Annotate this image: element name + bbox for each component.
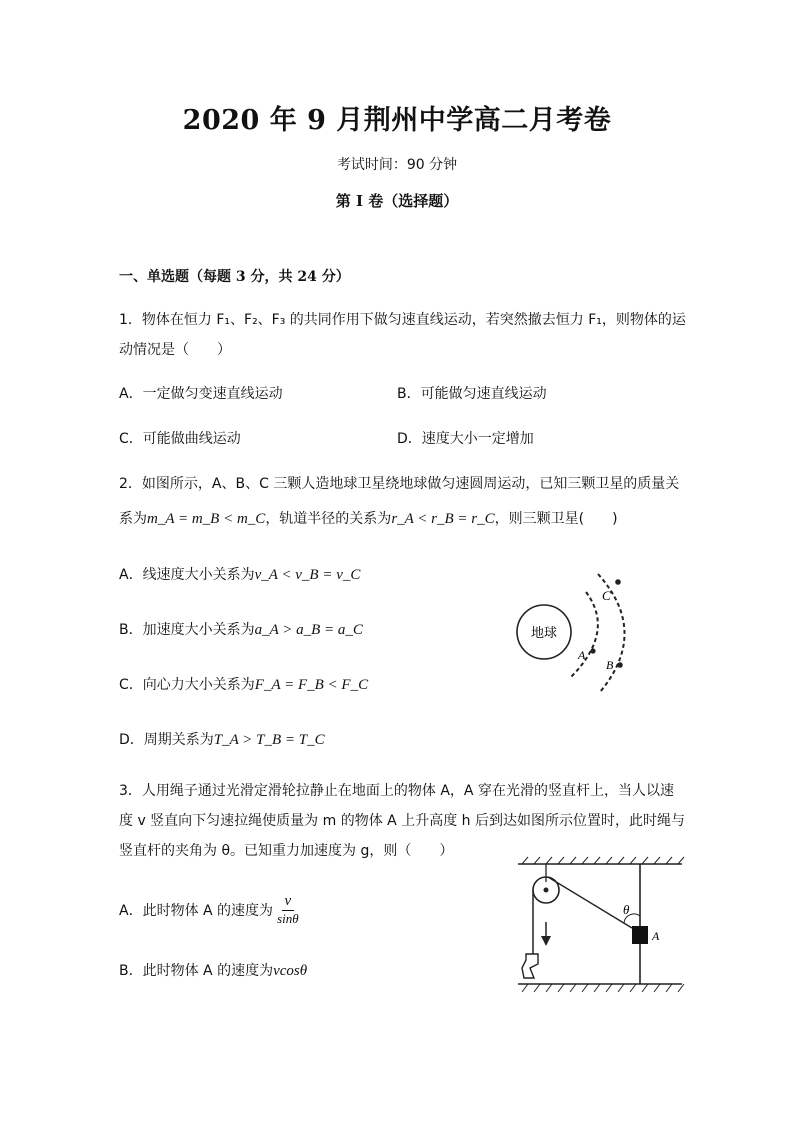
q2-option-d-math: T_A > T_B = T_C — [213, 732, 325, 748]
q1-option-c: C．可能做曲线运动 — [119, 431, 241, 447]
q2-stem-line1: 2．如图所示，A、B、C 三颗人造地球卫星绕地球做匀速圆周运动，已知三颗卫星的质量关 — [119, 476, 680, 492]
q2-stem-line2-post: ，则三颗卫星( ) — [494, 511, 618, 527]
earth-label: 地球 — [530, 626, 558, 641]
satellite-a-dot — [590, 648, 595, 653]
inner-orbit-arc — [570, 592, 598, 678]
pulley-axle — [544, 888, 549, 893]
q2-option-b-math: a_A > a_B = a_C — [254, 622, 363, 638]
satellite-b-label: B — [606, 658, 614, 672]
satellite-c-label: C — [602, 588, 611, 603]
q3-option-a-text: A．此时物体 A 的速度为 — [119, 903, 274, 919]
block-a-label: A — [652, 929, 660, 943]
q3-stem-line2: 度 v 竖直向下匀速拉绳使质量为 m 的物体 A 上升高度 h 后到达如图所示位置时，此时绳与 — [119, 813, 685, 829]
q2-option-a-math: v_A < v_B = v_C — [254, 567, 361, 583]
q3-option-a-fraction — [277, 893, 299, 927]
q2-option-d-text: D．周期关系为 — [119, 732, 214, 748]
volume-heading: 第 I 卷（选择题） — [335, 192, 459, 210]
q1-stem-line1: 1．物体在恒力 F₁、F₂、F₃ 的共同作用下做匀速直线运动，若突然撤去恒力 F₁，则物体的运 — [119, 312, 686, 328]
satellite-c-dot — [615, 579, 621, 585]
q1-stem-line2: 动情况是（ ） — [119, 342, 231, 358]
q1-option-a: A．一定做匀变速直线运动 — [119, 386, 283, 402]
ground-hatching — [522, 984, 684, 992]
q2-option-d — [119, 729, 325, 749]
q2-option-c — [119, 674, 368, 694]
q2-option-a-text: A．线速度大小关系为 — [119, 567, 255, 583]
velocity-arrow-icon — [541, 936, 551, 946]
q3-fraction-denominator: sinθ — [277, 911, 299, 926]
q3-option-b — [119, 960, 307, 980]
q2-radius-relation: r_A < r_B = r_C — [391, 511, 495, 527]
q2-stem-line2 — [119, 508, 618, 528]
q3-option-b-math: vcosθ — [273, 963, 308, 979]
q2-option-b-text: B．加速度大小关系为 — [119, 622, 255, 638]
satellite-b-dot — [617, 662, 623, 668]
q2-option-c-text: C．向心力大小关系为 — [119, 677, 255, 693]
q2-option-a — [119, 564, 360, 584]
block-a — [632, 926, 648, 944]
q2-stem-line2-mid: ，轨道半径的关系为 — [265, 511, 392, 527]
q3-stem-line1: 3．人用绳子通过光滑定滑轮拉静止在地面上的物体 A，A 穿在光滑的竖直杆上，当人以速 — [119, 783, 674, 799]
q2-stem-line2-pre: 系为 — [119, 511, 147, 527]
satellite-orbit-figure — [508, 566, 648, 698]
section-heading: 一、单选题（每题 3 分，共 24 分） — [119, 269, 350, 285]
q1-option-d: D．速度大小一定增加 — [397, 431, 534, 447]
exam-time: 考试时间：90 分钟 — [336, 157, 458, 173]
q3-stem-line3: 竖直杆的夹角为 θ。已知重力加速度为 g，则（ ） — [119, 843, 454, 859]
q2-option-c-math: F_A = F_B < F_C — [254, 677, 369, 693]
q3-option-b-text: B．此时物体 A 的速度为 — [119, 963, 274, 979]
q3-fraction-numerator: v — [282, 893, 295, 911]
rope-slanted — [548, 877, 632, 928]
q3-option-a — [119, 893, 299, 927]
q2-mass-relation: m_A = m_B < m_C — [147, 511, 266, 527]
pulley-figure — [512, 856, 688, 996]
theta-label: θ — [623, 902, 630, 917]
q1-option-b: B．可能做匀速直线运动 — [397, 386, 547, 402]
q2-option-b — [119, 619, 363, 639]
person-hand-icon — [522, 954, 538, 978]
page-title: 2020 年 9 月荆州中学高二月考卷 — [182, 105, 612, 136]
ceiling-hatching — [522, 857, 684, 864]
satellite-a-label: A — [578, 648, 586, 662]
